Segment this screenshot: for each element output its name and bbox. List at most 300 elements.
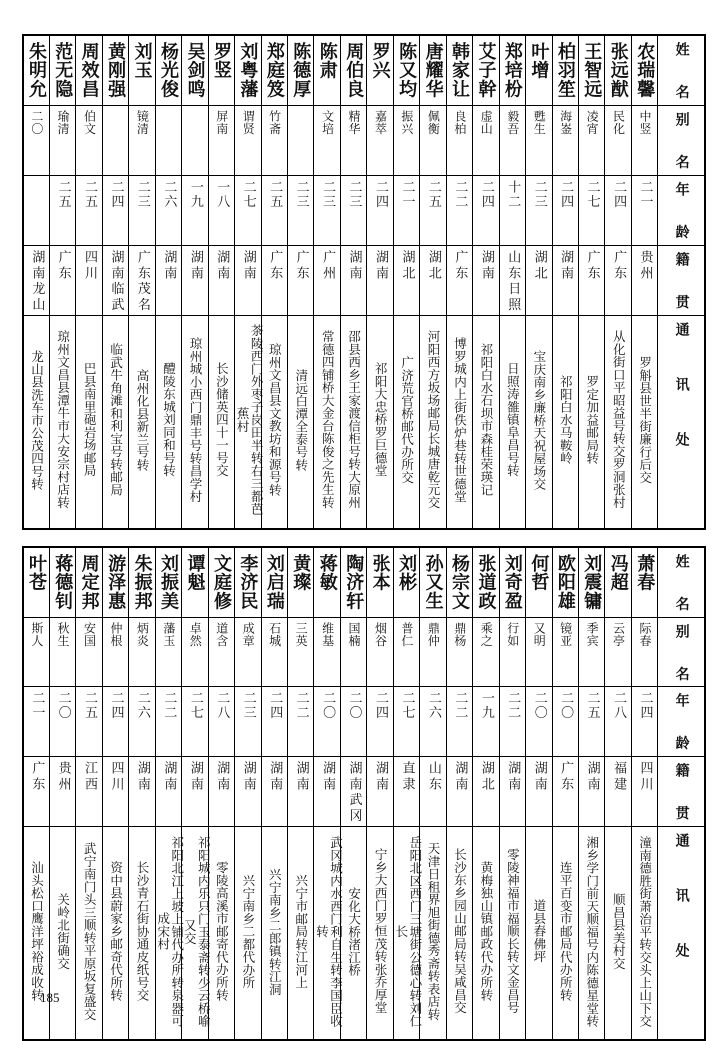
cell-origin [340, 757, 366, 827]
cell-address [261, 315, 287, 529]
origin-text: 广东 [611, 249, 627, 282]
cell-age [182, 687, 208, 757]
address-text: 长沙储英四十一号交 [214, 362, 230, 477]
age-text: 二四 [373, 691, 388, 721]
cell-origin [208, 757, 234, 827]
origin-text: 山东日照 [505, 249, 521, 314]
cell-origin [605, 245, 631, 315]
cell-age [314, 175, 340, 245]
age-text: 二三 [293, 179, 309, 209]
cell-origin [102, 757, 128, 827]
cell-address [288, 827, 314, 1041]
cell-address [235, 315, 265, 529]
cell-age [605, 687, 631, 757]
roster-table-1 [22, 34, 706, 530]
cell-address [288, 315, 314, 529]
cell-name [129, 547, 155, 617]
address-text: 资中县蔚家乡邮奇代所转 [108, 861, 124, 1002]
cell-name [367, 35, 393, 105]
cell-address [420, 315, 446, 529]
column-header-label: 别 名 [673, 111, 690, 175]
cell-alias [155, 105, 181, 175]
table-row-origin [23, 245, 705, 315]
alias-text: 嘉萃 [373, 109, 388, 135]
cell-name [367, 547, 393, 617]
cell-address [552, 827, 578, 1041]
name-text: 罗兴 [369, 42, 391, 80]
origin-text: 湖南 [214, 761, 230, 794]
origin-text: 湖南 [214, 249, 230, 282]
cell-age [23, 687, 49, 757]
cell-address [102, 315, 128, 529]
address-text: 天津日租界旭街德秀斋转表店转 [426, 842, 442, 1021]
origin-text: 广东茂名 [134, 249, 150, 314]
roster-tables [22, 34, 706, 1041]
name-text: 王智远 [581, 42, 603, 99]
cell-age [631, 687, 657, 757]
cell-address [446, 827, 472, 1041]
cell-name [605, 35, 631, 105]
age-text: 二六 [134, 691, 150, 721]
origin-text: 广东 [29, 761, 45, 794]
cell-origin [367, 245, 393, 315]
cell-alias [605, 105, 631, 175]
alias-text: 石城 [267, 621, 282, 647]
age-text: 二三 [346, 179, 362, 209]
name-text: 陈肃 [316, 42, 338, 80]
cell-age [552, 687, 578, 757]
name-text: 张本 [369, 553, 391, 592]
cell-address [155, 315, 181, 529]
cell-origin [393, 757, 419, 827]
origin-text: 湖南 [531, 761, 547, 794]
cell-age [261, 687, 287, 757]
cell-address [102, 827, 128, 1041]
cell-age [288, 687, 314, 757]
age-text: 二六 [425, 691, 441, 721]
age-text: 二四 [558, 179, 574, 209]
column-header-name [658, 547, 705, 617]
name-text: 杨宗文 [449, 553, 471, 610]
cell-origin [182, 757, 208, 827]
age-text: 二四 [108, 179, 124, 209]
column-header-label: 姓 名 [673, 42, 690, 105]
cell-name [499, 547, 525, 617]
name-text: 何哲 [528, 553, 550, 592]
address-text: 武冈城内水西门利自生转李国臣收转 [314, 835, 344, 1027]
cell-age [129, 687, 155, 757]
age-text: 一九 [187, 179, 203, 209]
alias-text: 安国 [82, 621, 97, 647]
age-text: 二一 [29, 691, 45, 721]
cell-age [208, 175, 234, 245]
cell-alias [208, 617, 234, 687]
cell-origin [579, 245, 605, 315]
alias-text: 良柏 [452, 109, 467, 135]
alias-text: 振兴 [399, 109, 414, 135]
alias-text: 中竖 [638, 109, 652, 135]
origin-text: 湖南 [267, 761, 283, 794]
name-text: 刘启瑞 [263, 553, 285, 610]
cell-address [155, 827, 185, 1041]
cell-age [49, 687, 75, 757]
cell-address [182, 315, 208, 529]
alias-text: 谓贤 [241, 109, 256, 135]
cell-origin [208, 245, 234, 315]
cell-address [605, 315, 631, 529]
cell-age [605, 175, 631, 245]
alias-text: 镜亚 [558, 621, 573, 647]
name-text: 杨光俊 [158, 42, 180, 99]
cell-age [579, 687, 605, 757]
address-text: 广济荒官桥邮代办所交 [399, 355, 415, 484]
cell-origin [49, 757, 75, 827]
cell-alias [473, 617, 499, 687]
origin-text: 湖南 [293, 761, 309, 794]
alias-text: 精华 [347, 109, 362, 135]
cell-name [235, 35, 261, 105]
age-text: 二二 [161, 691, 177, 721]
name-text: 李济民 [237, 553, 259, 610]
cell-origin [631, 757, 657, 827]
cell-alias [235, 617, 261, 687]
cell-origin [314, 245, 340, 315]
table-row-alias [23, 617, 705, 687]
address-text: 关岭北街确交 [55, 893, 71, 970]
cell-address [473, 827, 499, 1041]
cell-address [23, 827, 49, 1041]
address-text: 龙山县洗车市公茂四号转 [29, 349, 45, 490]
age-text: 二七 [399, 691, 415, 721]
cell-origin [526, 757, 552, 827]
alias-text: 民化 [611, 109, 626, 135]
cell-name [23, 35, 49, 105]
cell-origin [288, 245, 314, 315]
address-text: 罗定加益邮局转 [584, 375, 600, 465]
name-text: 农瑞馨 [634, 42, 656, 99]
cell-address [314, 315, 340, 529]
cell-origin [235, 757, 261, 827]
table-row-address [23, 827, 705, 1041]
age-text: 二三 [531, 179, 547, 209]
address-text: 罗斛县世半街廉行后交 [637, 355, 653, 484]
cell-origin [76, 757, 102, 827]
cell-alias [420, 617, 446, 687]
cell-address [208, 827, 234, 1041]
name-text: 柏羽笙 [554, 42, 576, 99]
age-text: 二四 [637, 691, 653, 721]
cell-origin [473, 757, 499, 827]
address-text: 祁阳大忠桥罗巨德堂 [373, 362, 389, 477]
cell-alias [288, 617, 314, 687]
alias-text: 仲根 [108, 621, 123, 647]
age-text: 二二 [452, 691, 468, 721]
origin-text: 广东 [452, 249, 468, 282]
origin-text: 湖南 [346, 249, 362, 282]
alias-text: 伯文 [82, 109, 97, 135]
cell-age [393, 175, 419, 245]
cell-name [526, 35, 552, 105]
cell-age [446, 175, 472, 245]
origin-text: 湖南 [584, 761, 600, 794]
address-text: 汕头松口鹰洋坪裕成收转 [29, 861, 45, 1002]
name-text: 叶增 [528, 42, 550, 80]
address-text: 零陵高溪市邮寄代办所转 [214, 861, 230, 1002]
origin-text: 湖南武冈 [346, 761, 362, 825]
cell-age [340, 175, 366, 245]
name-text: 周伯良 [343, 42, 365, 99]
age-text: 二五 [55, 179, 71, 209]
cell-alias [288, 105, 314, 175]
name-text: 周效昌 [78, 42, 100, 99]
age-text: 二七 [584, 179, 600, 209]
cell-name [182, 35, 208, 105]
cell-age [314, 687, 340, 757]
cell-alias [208, 105, 234, 175]
address-text: 武宁南门头三顺转平原坂复盛交 [82, 842, 98, 1021]
cell-address [526, 315, 552, 529]
column-header-label: 通 讯 处 [673, 833, 690, 971]
age-text: 二一 [637, 179, 653, 209]
name-text: 谭魁 [184, 553, 206, 592]
table-row-name [23, 547, 705, 617]
cell-age [288, 175, 314, 245]
cell-age [473, 175, 499, 245]
origin-text: 广州 [320, 249, 336, 282]
address-text: 长沙青石街协通皮纸号交 [135, 861, 151, 1002]
cell-age [155, 687, 181, 757]
cell-name [631, 547, 657, 617]
name-text: 蒋德钊 [52, 553, 74, 610]
cell-alias [23, 105, 49, 175]
cell-origin [182, 245, 208, 315]
cell-address [182, 827, 212, 1041]
address-text: 连平百变市邮局代办所转 [558, 861, 574, 1002]
name-text: 范无隐 [52, 42, 74, 99]
cell-alias [23, 617, 49, 687]
cell-origin [579, 757, 605, 827]
alias-text: 国楠 [347, 621, 362, 647]
alias-text: 乘之 [479, 621, 494, 647]
age-text: 二七 [240, 179, 256, 209]
alias-text: 屏南 [214, 109, 229, 135]
alias-text: 佩衡 [426, 109, 441, 135]
origin-text: 湖南 [240, 249, 256, 282]
cell-alias [155, 617, 181, 687]
cell-age [23, 175, 49, 245]
column-header-address [658, 315, 705, 529]
age-text: 二四 [478, 179, 494, 209]
cell-origin [340, 245, 366, 315]
cell-alias [182, 105, 208, 175]
cell-alias [235, 105, 261, 175]
address-text: 醴陵东城刘同和号转 [161, 362, 177, 477]
origin-text: 湖北 [531, 249, 547, 282]
cell-age [340, 687, 366, 757]
address-text: 长沙东乡园山邮局转吴咸昌交 [452, 848, 468, 1015]
origin-text: 湖南 [452, 761, 468, 794]
address-text: 常德四铺桥大金台陈俊之先生转 [320, 330, 336, 509]
cell-origin [631, 245, 657, 315]
cell-address [49, 315, 75, 529]
cell-alias [340, 617, 366, 687]
cell-origin [102, 245, 128, 315]
cell-age [499, 175, 525, 245]
cell-origin [76, 245, 102, 315]
alias-text: 秋生 [56, 621, 71, 647]
alias-text: 云亭 [611, 621, 626, 647]
cell-origin [367, 757, 393, 827]
cell-address [393, 315, 419, 529]
cell-address [367, 315, 393, 529]
column-header-name [658, 35, 705, 105]
cell-age [129, 175, 155, 245]
cell-alias [129, 617, 155, 687]
age-text: 二一 [399, 179, 415, 209]
cell-age [49, 175, 75, 245]
column-header-label: 别 名 [673, 623, 690, 687]
origin-text: 湖南 [134, 761, 150, 794]
cell-address [76, 315, 102, 529]
origin-text: 湖南 [478, 249, 494, 282]
cell-address [314, 827, 344, 1041]
cell-age [552, 175, 578, 245]
name-text: 周定邦 [78, 553, 100, 610]
column-header-label: 籍 贯 [673, 251, 690, 315]
name-text: 文庭修 [210, 553, 232, 610]
cell-alias [102, 105, 128, 175]
name-text: 叶苍 [26, 553, 48, 592]
name-text: 郑庭笈 [263, 42, 285, 99]
name-text: 刘粤藩 [237, 42, 259, 99]
age-text: 二三 [320, 179, 336, 209]
alias-text: 斯人 [29, 621, 44, 647]
address-text: 茶陵西门外枣子岗田半转右三都芭蕉村 [235, 324, 265, 516]
address-text: 岳阳北区西门三塘街公德心转刘仁长 [393, 835, 423, 1027]
alias-text: 维基 [320, 621, 335, 647]
alias-text: 海崟 [558, 109, 573, 135]
name-text: 刘震镛 [581, 553, 603, 610]
name-text: 刘玉 [131, 42, 153, 80]
cell-age [367, 175, 393, 245]
cell-origin [49, 245, 75, 315]
address-text: 琼州文昌县文教坊和源号转 [267, 343, 283, 497]
cell-address [129, 315, 155, 529]
cell-name [49, 35, 75, 105]
cell-age [473, 687, 499, 757]
cell-name [208, 547, 234, 617]
age-text: 二五 [425, 179, 441, 209]
cell-age [420, 687, 446, 757]
name-text: 郑培枌 [501, 42, 523, 99]
cell-address [605, 827, 631, 1041]
cell-address [446, 315, 472, 529]
cell-name [340, 547, 366, 617]
alias-text: 又明 [532, 621, 547, 647]
address-text: 兴宁南乡二都代办所 [240, 873, 256, 989]
cell-alias [579, 617, 605, 687]
origin-text: 湖南龙山 [29, 249, 45, 314]
alias-text: 卓然 [188, 621, 203, 647]
age-text: 一九 [478, 691, 494, 721]
cell-name [314, 547, 340, 617]
cell-alias [76, 105, 102, 175]
name-text: 唐耀华 [422, 42, 444, 99]
column-header-origin [658, 757, 705, 827]
address-text: 琼州文昌县潭牛市大安宗村店转 [55, 330, 71, 509]
age-text: 二〇 [320, 691, 336, 721]
cell-alias [314, 617, 340, 687]
alias-text: 镜清 [135, 109, 150, 135]
address-text: 潼南德胜街萧治平转交头上山下交 [637, 835, 653, 1027]
cell-origin [129, 757, 155, 827]
origin-text: 山东 [425, 761, 441, 794]
cell-alias [129, 105, 155, 175]
cell-address [208, 315, 234, 529]
alias-text: 二〇 [29, 109, 44, 135]
table-row-name [23, 35, 705, 105]
cell-name [76, 547, 102, 617]
alias-text: 际春 [638, 621, 652, 647]
cell-name [579, 35, 605, 105]
column-header-label: 通 讯 处 [673, 321, 690, 459]
cell-alias [552, 105, 578, 175]
cell-alias [367, 105, 393, 175]
cell-name [393, 547, 419, 617]
address-text: 零陵神福市福顺长转文金昌号 [505, 848, 521, 1015]
cell-alias [526, 105, 552, 175]
cell-age [208, 687, 234, 757]
age-text: 二〇 [346, 691, 362, 721]
name-text: 艾子幹 [475, 42, 497, 99]
origin-text: 广东 [293, 249, 309, 282]
cell-name [261, 35, 287, 105]
cell-origin [420, 757, 446, 827]
cell-address [552, 315, 578, 529]
cell-origin [605, 757, 631, 827]
cell-alias [314, 105, 340, 175]
column-header-age [658, 175, 705, 245]
cell-age [367, 687, 393, 757]
cell-name [208, 35, 234, 105]
cell-origin [314, 757, 340, 827]
address-text: 祁阳白水石坝市森桂荣瑛记 [478, 343, 494, 497]
address-text: 琼州城小西门鼎丰号转昌学村 [187, 336, 203, 503]
address-text: 祁阳白水马鞍岭 [558, 375, 574, 465]
cell-age [155, 175, 181, 245]
alias-text: 行如 [505, 621, 520, 647]
cell-name [446, 547, 472, 617]
cell-origin [23, 757, 49, 827]
cell-name [155, 35, 181, 105]
age-text: 二三 [240, 691, 256, 721]
address-text: 邵县西乡王家渡信柜号转大原州 [346, 330, 362, 509]
origin-text: 湖南 [373, 249, 388, 282]
cell-alias [261, 617, 287, 687]
origin-text: 湖南 [161, 761, 177, 794]
cell-age [499, 687, 525, 757]
cell-address [420, 827, 446, 1041]
cell-alias [49, 617, 75, 687]
name-text: 罗竖 [210, 42, 232, 80]
cell-origin [261, 245, 287, 315]
cell-name [182, 547, 208, 617]
name-text: 张远猷 [607, 42, 629, 99]
age-text: 十二 [505, 179, 521, 209]
name-text: 黄璨 [290, 553, 312, 592]
cell-age [526, 687, 552, 757]
cell-origin [129, 245, 155, 315]
